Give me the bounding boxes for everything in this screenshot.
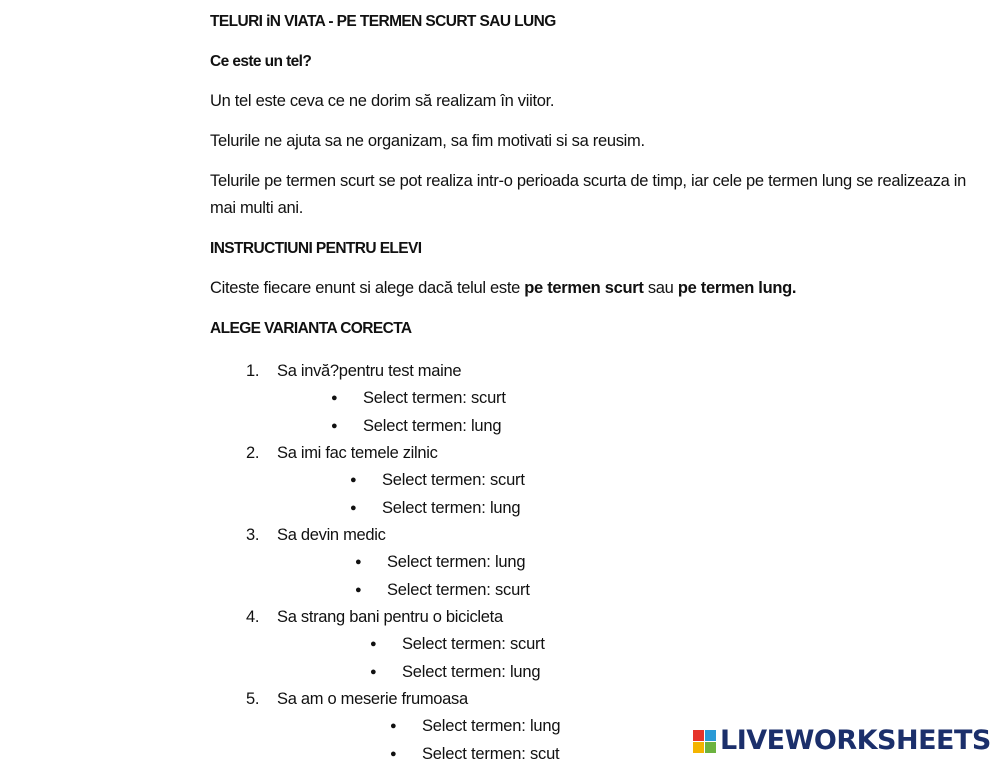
bullet-icon: ●: [350, 467, 356, 495]
option-item[interactable]: [210, 413, 990, 441]
option-select[interactable]: Select termen: lung: [387, 549, 525, 577]
instructions-heading: INSTRUCTIUNI PENTRU ELEVI: [210, 235, 990, 262]
definition-text: Un tel este ceva ce ne dorim să realizam în viitor.: [210, 88, 990, 115]
question-item: [210, 686, 990, 713]
question-text: Sa devin medic: [277, 522, 386, 549]
option-item[interactable]: [210, 631, 990, 659]
question-number: 2.: [246, 440, 259, 467]
instructions-middle: sau: [644, 279, 678, 297]
question-number: 5.: [246, 686, 259, 713]
worksheet-title: TELURI iN VIATA - PE TERMEN SCURT SAU LUNG: [210, 8, 990, 35]
bullet-icon: ●: [355, 549, 361, 577]
question-item: [210, 604, 990, 631]
instructions-text: [210, 275, 990, 302]
bullet-icon: ●: [390, 741, 396, 768]
question-number: 1.: [246, 358, 259, 385]
instructions-short-term: pe termen scurt: [524, 279, 643, 297]
logo-tile-l: [693, 730, 704, 741]
option-select[interactable]: Select termen: scurt: [387, 577, 530, 605]
question-item: [210, 440, 990, 467]
explanation-text: Telurile pe termen scurt se pot realiza intr-o perioada scurta de timp, iar cele pe termen lung se realizeaza in mai multi ani.: [210, 168, 990, 222]
purpose-text: Telurile ne ajuta sa ne organizam, sa fim motivati si sa reusim.: [210, 128, 990, 155]
instructions-long-term: pe termen lung.: [678, 279, 796, 297]
option-item[interactable]: [210, 467, 990, 495]
bullet-icon: ●: [370, 631, 376, 659]
logo-tile-i: [705, 730, 716, 741]
option-item[interactable]: [210, 577, 990, 605]
question-text: Sa imi fac temele zilnic: [277, 440, 438, 467]
option-item[interactable]: [210, 385, 990, 413]
question-text: Sa invă?pentru test maine: [277, 358, 461, 385]
logo-tile-v: [693, 742, 704, 753]
question-item: [210, 522, 990, 549]
option-select[interactable]: Select termen: lung: [422, 713, 560, 741]
question-number: 3.: [246, 522, 259, 549]
liveworksheets-icon: [693, 730, 716, 753]
bullet-icon: ●: [331, 413, 337, 441]
bullet-icon: ●: [355, 577, 361, 605]
logo-tile-e: [705, 742, 716, 753]
question-item: [210, 358, 990, 385]
worksheet: [210, 8, 990, 768]
option-select[interactable]: Select termen: lung: [382, 495, 520, 523]
option-select[interactable]: Select termen: lung: [363, 413, 501, 441]
option-select[interactable]: Select termen: scurt: [402, 631, 545, 659]
option-select[interactable]: Select termen: scurt: [363, 385, 506, 413]
option-select[interactable]: Select termen: scurt: [382, 467, 525, 495]
bullet-icon: ●: [350, 495, 356, 523]
option-select[interactable]: Select termen: scut: [422, 741, 559, 768]
liveworksheets-logo[interactable]: [693, 726, 991, 756]
bullet-icon: ●: [370, 659, 376, 687]
instructions-prefix: Citeste fiecare enunt si alege dacă telul este: [210, 279, 524, 297]
option-item[interactable]: [210, 495, 990, 523]
choose-heading: ALEGE VARIANTA CORECTA: [210, 315, 990, 342]
question-heading: Ce este un tel?: [210, 48, 990, 75]
question-text: Sa am o meserie frumoasa: [277, 686, 468, 713]
option-item[interactable]: [210, 549, 990, 577]
question-number: 4.: [246, 604, 259, 631]
bullet-icon: ●: [331, 385, 337, 413]
brand-name: LIVEWORKSHEETS: [720, 726, 991, 756]
question-text: Sa strang bani pentru o bicicleta: [277, 604, 503, 631]
option-item[interactable]: [210, 659, 990, 687]
option-select[interactable]: Select termen: lung: [402, 659, 540, 687]
questions-list: [210, 358, 990, 768]
bullet-icon: ●: [390, 713, 396, 741]
